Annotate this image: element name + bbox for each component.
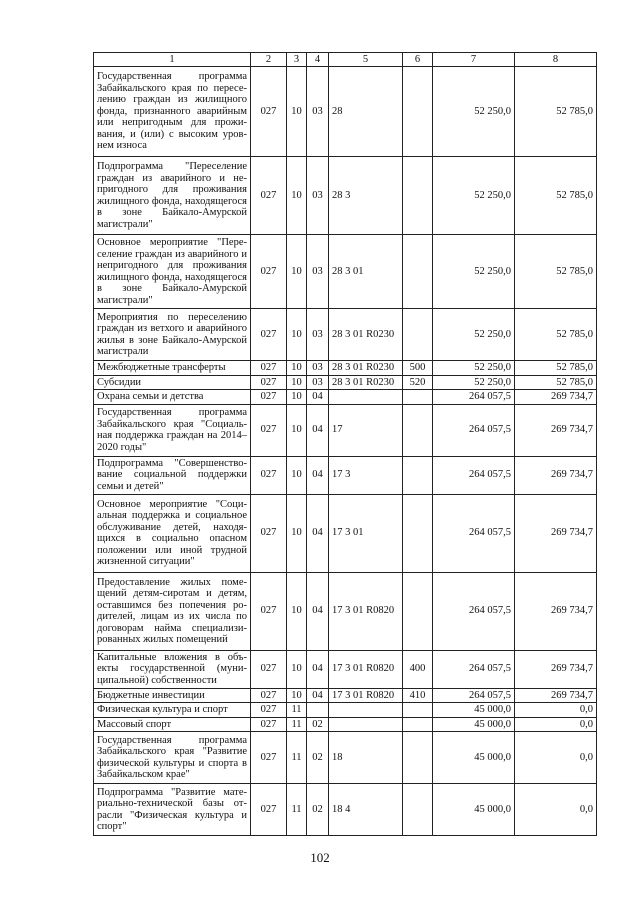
cell-c6: [403, 404, 433, 456]
row-name-cell: Субсидии: [94, 375, 251, 390]
row-name-cell: Подпрограмма "Развитие материально-технической базы отрасли "Физическая культура и спорт": [94, 784, 251, 836]
cell-c7: 45 000,0: [433, 732, 515, 784]
column-header-6: 6: [403, 53, 433, 67]
table-row: [94, 309, 597, 361]
cell-c8: 0,0: [515, 717, 597, 732]
table-row: [94, 703, 597, 718]
cell-c4: 03: [307, 67, 329, 157]
cell-c2: 027: [251, 309, 287, 361]
column-header-1: 1: [94, 53, 251, 67]
cell-c8: 269 734,7: [515, 688, 597, 703]
cell-c7: 264 057,5: [433, 404, 515, 456]
cell-c6: [403, 494, 433, 572]
cell-c3: 11: [287, 703, 307, 718]
table-row: [94, 732, 597, 784]
cell-c3: 10: [287, 390, 307, 405]
cell-c2: 027: [251, 390, 287, 405]
cell-c4: 04: [307, 494, 329, 572]
cell-c2: 027: [251, 404, 287, 456]
cell-c4: 02: [307, 732, 329, 784]
row-name-cell: Подпрограмма "Переселение граждан из аварийного и непригодного для проживания жилищного фонда, находящегося в зоне Байкало-Амурской магистрали": [94, 157, 251, 235]
column-header-8: 8: [515, 53, 597, 67]
cell-c7: 264 057,5: [433, 494, 515, 572]
table-row: [94, 688, 597, 703]
cell-c8: 269 734,7: [515, 390, 597, 405]
cell-c3: 10: [287, 650, 307, 688]
row-name-cell: Мероприятия по переселению граждан из ветхого и аварийного жилья в зоне Байкало-Амурской магистрали: [94, 309, 251, 361]
cell-c2: 027: [251, 67, 287, 157]
table-row: [94, 650, 597, 688]
cell-c8: 269 734,7: [515, 494, 597, 572]
cell-c8: 269 734,7: [515, 404, 597, 456]
table-row: [94, 157, 597, 235]
cell-c3: 10: [287, 456, 307, 494]
cell-c5: 17: [329, 404, 403, 456]
row-name-cell: Основное мероприятие "Социальная поддержка и социальное обслуживание детей, находящихся в социально опасном положении или иной трудной жизненной ситуации": [94, 494, 251, 572]
cell-c7: 264 057,5: [433, 456, 515, 494]
table-row: [94, 404, 597, 456]
cell-c7: 52 250,0: [433, 157, 515, 235]
row-name-cell: Предоставление жилых помещений детям-сиротам и детям, оставшимся без попечения родителей, лицам из их числа по договорам найма специализированных жилых помещений: [94, 572, 251, 650]
cell-c4: 03: [307, 157, 329, 235]
cell-c5: 17 3 01 R0820: [329, 650, 403, 688]
cell-c6: 410: [403, 688, 433, 703]
row-name-cell: Государственная программа Забайкальского края "Социальная поддержка граждан на 2014–2020 годы": [94, 404, 251, 456]
cell-c6: [403, 572, 433, 650]
cell-c3: 10: [287, 361, 307, 376]
cell-c8: 52 785,0: [515, 235, 597, 309]
cell-c8: 52 785,0: [515, 375, 597, 390]
table-header-row: [94, 53, 597, 67]
table-row: [94, 361, 597, 376]
budget-table: [93, 52, 597, 836]
table-row: [94, 235, 597, 309]
cell-c2: 027: [251, 784, 287, 836]
cell-c5: [329, 703, 403, 718]
cell-c4: 02: [307, 784, 329, 836]
cell-c3: 10: [287, 688, 307, 703]
column-header-3: 3: [287, 53, 307, 67]
table-row: [94, 375, 597, 390]
cell-c5: 17 3: [329, 456, 403, 494]
cell-c6: 400: [403, 650, 433, 688]
cell-c3: 10: [287, 309, 307, 361]
cell-c2: 027: [251, 235, 287, 309]
cell-c7: 45 000,0: [433, 784, 515, 836]
cell-c3: 11: [287, 732, 307, 784]
cell-c2: 027: [251, 572, 287, 650]
cell-c8: 52 785,0: [515, 157, 597, 235]
cell-c3: 10: [287, 375, 307, 390]
cell-c4: 02: [307, 717, 329, 732]
cell-c6: 520: [403, 375, 433, 390]
cell-c8: 269 734,7: [515, 650, 597, 688]
cell-c5: [329, 390, 403, 405]
cell-c4: 03: [307, 361, 329, 376]
cell-c8: 52 785,0: [515, 67, 597, 157]
cell-c6: [403, 309, 433, 361]
cell-c4: 04: [307, 404, 329, 456]
cell-c7: 264 057,5: [433, 650, 515, 688]
cell-c5: 28 3 01 R0230: [329, 309, 403, 361]
cell-c7: 52 250,0: [433, 309, 515, 361]
cell-c5: 18 4: [329, 784, 403, 836]
cell-c3: 10: [287, 572, 307, 650]
cell-c6: [403, 235, 433, 309]
cell-c2: 027: [251, 157, 287, 235]
cell-c5: 17 3 01 R0820: [329, 572, 403, 650]
row-name-cell: Государственная программа Забайкальского края по переселению граждан из жилищного фонда, признанного аварийным или непригодным для проживания, и (или) с высоким уровнем износа: [94, 67, 251, 157]
cell-c8: 52 785,0: [515, 309, 597, 361]
cell-c3: 11: [287, 717, 307, 732]
cell-c8: 52 785,0: [515, 361, 597, 376]
cell-c5: 18: [329, 732, 403, 784]
cell-c4: 03: [307, 375, 329, 390]
row-name-cell: Массовый спорт: [94, 717, 251, 732]
cell-c2: 027: [251, 732, 287, 784]
cell-c2: 027: [251, 650, 287, 688]
row-name-cell: Подпрограмма "Совершенствование социальной поддержки семьи и детей": [94, 456, 251, 494]
cell-c8: 269 734,7: [515, 572, 597, 650]
column-header-4: 4: [307, 53, 329, 67]
cell-c6: 500: [403, 361, 433, 376]
cell-c3: 10: [287, 494, 307, 572]
cell-c8: 0,0: [515, 784, 597, 836]
cell-c5: 28: [329, 67, 403, 157]
table-row: [94, 572, 597, 650]
cell-c3: 11: [287, 784, 307, 836]
table-body: [94, 67, 597, 836]
cell-c5: 17 3 01: [329, 494, 403, 572]
cell-c7: 52 250,0: [433, 375, 515, 390]
cell-c2: 027: [251, 717, 287, 732]
cell-c4: 04: [307, 390, 329, 405]
cell-c5: 28 3 01 R0230: [329, 375, 403, 390]
cell-c3: 10: [287, 67, 307, 157]
cell-c5: 28 3 01 R0230: [329, 361, 403, 376]
cell-c8: 269 734,7: [515, 456, 597, 494]
row-name-cell: Бюджетные инвестиции: [94, 688, 251, 703]
cell-c4: 03: [307, 309, 329, 361]
cell-c4: 03: [307, 235, 329, 309]
cell-c5: 28 3: [329, 157, 403, 235]
cell-c4: [307, 703, 329, 718]
cell-c3: 10: [287, 157, 307, 235]
cell-c6: [403, 456, 433, 494]
cell-c7: 52 250,0: [433, 67, 515, 157]
cell-c2: 027: [251, 361, 287, 376]
cell-c7: 264 057,5: [433, 572, 515, 650]
column-header-2: 2: [251, 53, 287, 67]
cell-c3: 10: [287, 404, 307, 456]
row-name-cell: Капитальные вложения в объекты государственной (муниципальной) собственности: [94, 650, 251, 688]
table-row: [94, 456, 597, 494]
cell-c6: [403, 67, 433, 157]
cell-c6: [403, 703, 433, 718]
cell-c6: [403, 157, 433, 235]
column-header-7: 7: [433, 53, 515, 67]
cell-c4: 04: [307, 456, 329, 494]
cell-c7: 264 057,5: [433, 688, 515, 703]
cell-c2: 027: [251, 494, 287, 572]
cell-c8: 0,0: [515, 703, 597, 718]
cell-c6: [403, 784, 433, 836]
cell-c7: 45 000,0: [433, 717, 515, 732]
column-header-5: 5: [329, 53, 403, 67]
cell-c2: 027: [251, 688, 287, 703]
cell-c2: 027: [251, 375, 287, 390]
table-row: [94, 717, 597, 732]
cell-c7: 45 000,0: [433, 703, 515, 718]
cell-c8: 0,0: [515, 732, 597, 784]
cell-c6: [403, 732, 433, 784]
table-row: [94, 784, 597, 836]
cell-c4: 04: [307, 650, 329, 688]
cell-c5: 17 3 01 R0820: [329, 688, 403, 703]
cell-c6: [403, 717, 433, 732]
cell-c2: 027: [251, 703, 287, 718]
cell-c3: 10: [287, 235, 307, 309]
row-name-cell: Государственная программа Забайкальского края "Развитие физической культуры и спорта в Забайкальском крае": [94, 732, 251, 784]
cell-c4: 04: [307, 572, 329, 650]
cell-c7: 52 250,0: [433, 235, 515, 309]
cell-c5: [329, 717, 403, 732]
row-name-cell: Основное мероприятие "Переселение граждан из аварийного и непригодного для проживания жилищного фонда, находящегося в зоне Байкало-Амурской магистрали": [94, 235, 251, 309]
cell-c7: 52 250,0: [433, 361, 515, 376]
row-name-cell: Охрана семьи и детства: [94, 390, 251, 405]
table-row: [94, 390, 597, 405]
cell-c4: 04: [307, 688, 329, 703]
cell-c2: 027: [251, 456, 287, 494]
row-name-cell: Межбюджетные трансферты: [94, 361, 251, 376]
cell-c6: [403, 390, 433, 405]
cell-c5: 28 3 01: [329, 235, 403, 309]
cell-c7: 264 057,5: [433, 390, 515, 405]
row-name-cell: Физическая культура и спорт: [94, 703, 251, 718]
table-row: [94, 494, 597, 572]
page-number: 102: [310, 850, 330, 865]
table-row: [94, 67, 597, 157]
